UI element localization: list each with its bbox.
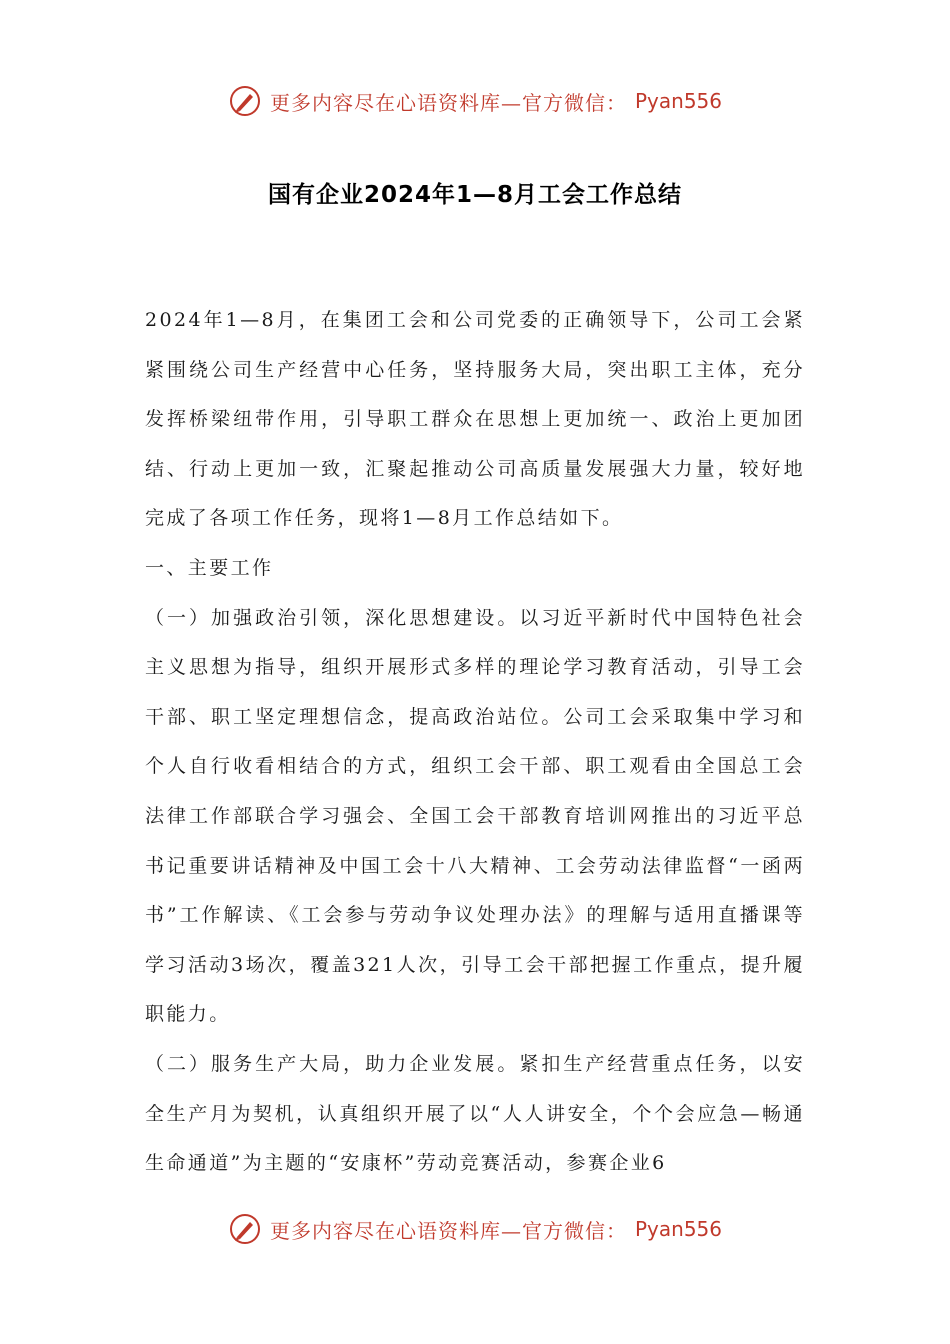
banner-wechat-id: Pyan556 [634, 89, 722, 113]
banner-wechat-id: Pyan556 [634, 1217, 722, 1241]
document-title: 国有企业2024年1—8月工会工作总结 [267, 182, 683, 208]
footer-banner [0, 1212, 950, 1246]
banner-text: 更多内容尽在心语资料库—官方微信： [269, 1218, 627, 1243]
paragraph-political-guidance: （一）加强政治引领，深化思想建设。以习近平新时代中国特色社会主义思想为指导，组织开展形式多样的理论学习教育活动，引导工会干部、职工坚定理想信念，提高政治站位。公司工会采取集中学习和个人自行收看相结合的方式，组织工会干部、职工观看由全国总工会法律工作部联合学习强会、全国工会干部教育培训网推出的习近平总书记重要讲话精神及中国工会十八大精神、工会劳动法律监督“一函两书”工作解读、《工会参与劳动争议处理办法》的理解与适用直播课等学习活动3场次，覆盖321人次，引导工会干部把握工作重点，提升履职能力。 [145, 606, 805, 1026]
header-banner [0, 84, 950, 118]
document-body [145, 296, 805, 1189]
banner-text: 更多内容尽在心语资料库—官方微信： [269, 90, 627, 115]
pen-nib-logo-icon [228, 84, 262, 118]
paragraph-production-service: （二）服务生产大局，助力企业发展。紧扣生产经营重点任务，以安全生产月为契机，认真组织开展了以“人人讲安全，个个会应急—畅通生命通道”为主题的“安康杯”劳动竞赛活动，参赛企业6 [145, 1052, 805, 1175]
paragraph-intro: 2024年1—8月，在集团工会和公司党委的正确领导下，公司工会紧紧围绕公司生产经营中心任务，坚持服务大局，突出职工主体，充分发挥桥梁纽带作用，引导职工群众在思想上更加统一、政治上更加团结、行动上更加一致，汇聚起推动公司高质量发展强大力量，较好地完成了各项工作任务，现将1—8月工作总结如下。 [145, 309, 805, 530]
section-heading-main-work: 一、主要工作 [145, 556, 274, 579]
pen-nib-logo-icon [228, 1212, 262, 1246]
